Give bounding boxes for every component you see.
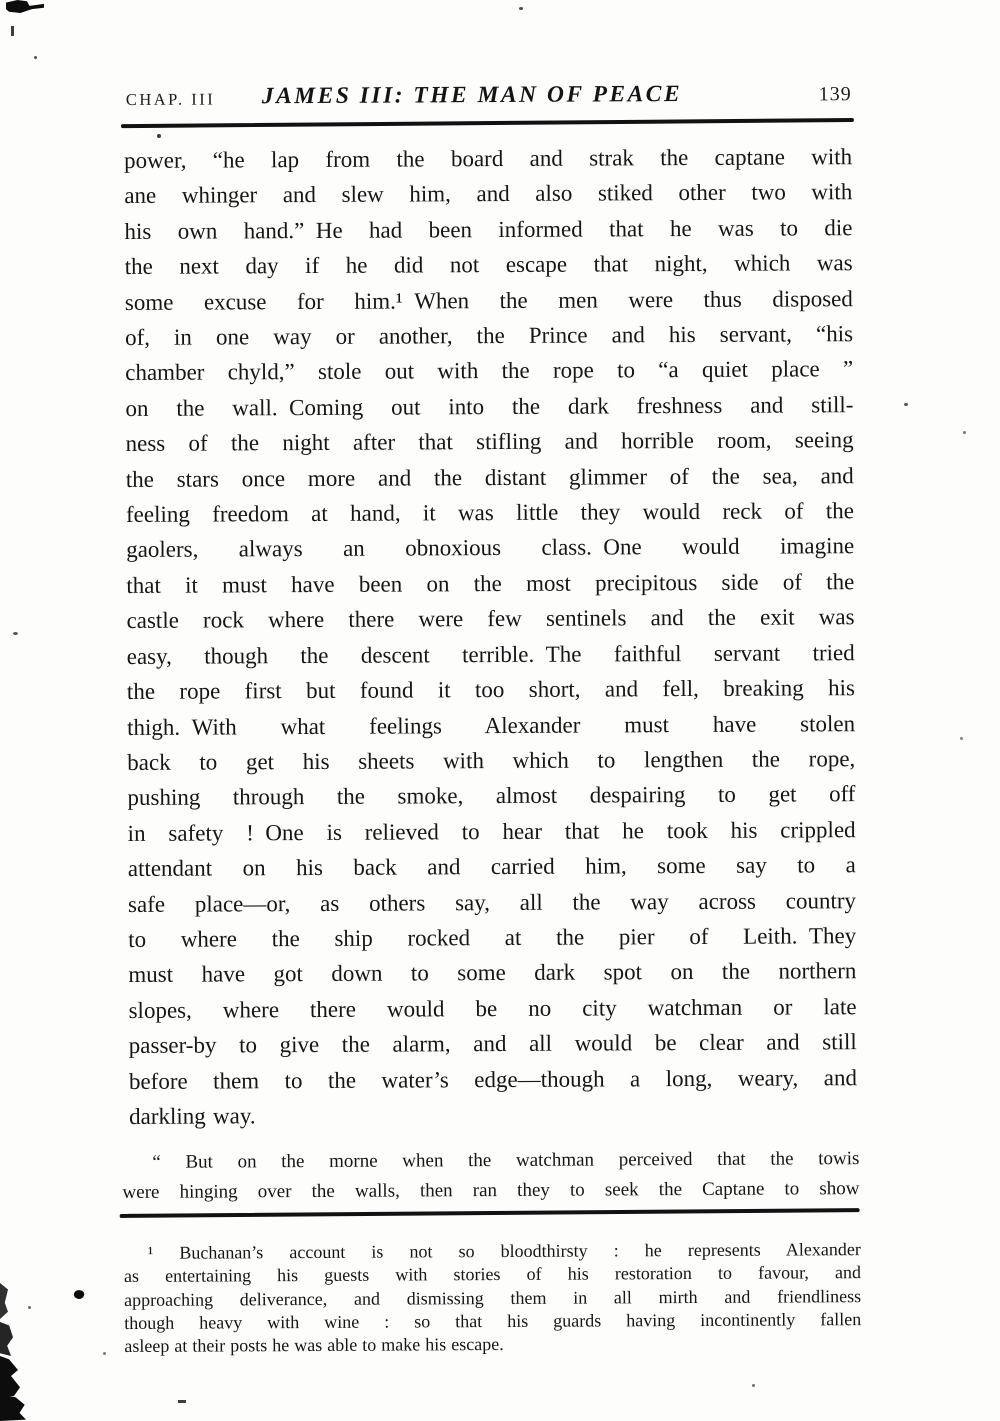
text-line: were hinging over the walls, then ran they to seek the Captane to show [122, 1177, 860, 1203]
footnote-rule [120, 1208, 860, 1218]
text-line: ane whinger and slew him, and also stiked other two with [124, 179, 853, 209]
scan-artifact-speck [13, 632, 18, 635]
text-line: darkling way. [129, 1103, 256, 1129]
text-line: before them to the water’s edge—though a long, weary, and [128, 1064, 857, 1094]
chapter-label: CHAP. III [125, 89, 216, 109]
text-line: pushing through the smoke, almost despairing to get off [127, 781, 856, 811]
page-number: 139 [818, 83, 852, 106]
text-line: ness of the night after that stifling and horrible room, seeing [125, 427, 854, 457]
header-rule [121, 118, 854, 128]
text-line: of, in one way or another, the Prince and his servant, “his [124, 321, 854, 350]
text-line: some excuse for him.¹ When the men were thus disposed [124, 285, 853, 315]
text-line: “ But on the morne when the watchman perceived that the towis [152, 1148, 860, 1173]
text-line: that it must have been on the most precipitous side of the [126, 569, 855, 598]
scan-artifact-speck [11, 26, 14, 36]
text-line: feeling freedom at hand, it was little they would reck of the [125, 498, 855, 528]
text-line: asleep at their posts he was able to make his escape. [124, 1334, 504, 1357]
text-line: thigh. With what feelings Alexander must have stolen [127, 710, 856, 740]
scan-artifact-speck [904, 403, 908, 406]
text-line: though heavy with wine : so that his guards having incontinently fallen [124, 1309, 862, 1333]
text-line: approaching deliverance, and dismissing them in all mirth and friendliness [124, 1285, 862, 1310]
scan-artifact-speck [752, 1384, 755, 1387]
text-line: passer-by to give the alarm, and all would be clear and still [128, 1029, 857, 1059]
text-line: the next day if he did not escape that night, which was [124, 250, 853, 280]
text-line: easy, though the descent terrible. The faithful servant tried [126, 639, 855, 669]
text-line: as entertaining his guests with stories of his restoration to favour, and [123, 1262, 861, 1287]
text-line: castle rock where there were few sentinels and the exit was [126, 604, 855, 634]
running-header [124, 78, 854, 110]
scan-artifact-dash [178, 1400, 186, 1403]
text-line: back to get his sheets with which to lengthen the rope, [127, 746, 856, 775]
scan-artifact-speck [519, 7, 523, 10]
text-line: power, “he lap from the board and strak the captane with [124, 144, 853, 173]
scan-artifact-speck [34, 56, 37, 59]
text-line: attendant on his back and carried him, some say to a [127, 852, 856, 882]
scan-artifact-speck [963, 431, 966, 434]
text-line: ¹ Buchanan’s account is not so bloodthirsty : he represents Alexander [147, 1239, 861, 1263]
text-line: the stars once more and the distant glimmer of the sea, and [125, 462, 854, 492]
text-line: gaolers, always an obnoxious class. One would imagine [126, 533, 855, 563]
scan-artifact-speck [28, 1306, 31, 1309]
text-line: to where the ship rocked at the pier of Leith. They [128, 923, 857, 952]
body-paragraph [124, 139, 857, 1134]
text-line: must have got down to some dark spot on the northern [128, 958, 857, 988]
text-line: slopes, where there would be no city watchman or late [128, 993, 857, 1023]
text-line: his own hand.” He had been informed that he was to die [124, 214, 853, 244]
text-line: safe place—or, as others say, all the way across country [127, 887, 857, 917]
text-line: the rope first but found it too short, and fell, breaking his [126, 675, 855, 705]
scan-artifact-speck [157, 134, 161, 138]
footnote [124, 1238, 862, 1358]
scan-artifact-speck [960, 737, 963, 740]
text-line: in safety ! One is relieved to hear that he took his crippled [127, 816, 856, 846]
block-quote [122, 1144, 859, 1207]
text-line: on the wall. Coming out into the dark freshness and still- [125, 391, 854, 421]
text-line: chamber chyld,” stole out with the rope to “a quiet place ” [125, 356, 854, 386]
scan-artifact-speck [103, 1352, 106, 1355]
page-title: JAMES III: THE MAN OF PEACE [261, 81, 683, 110]
